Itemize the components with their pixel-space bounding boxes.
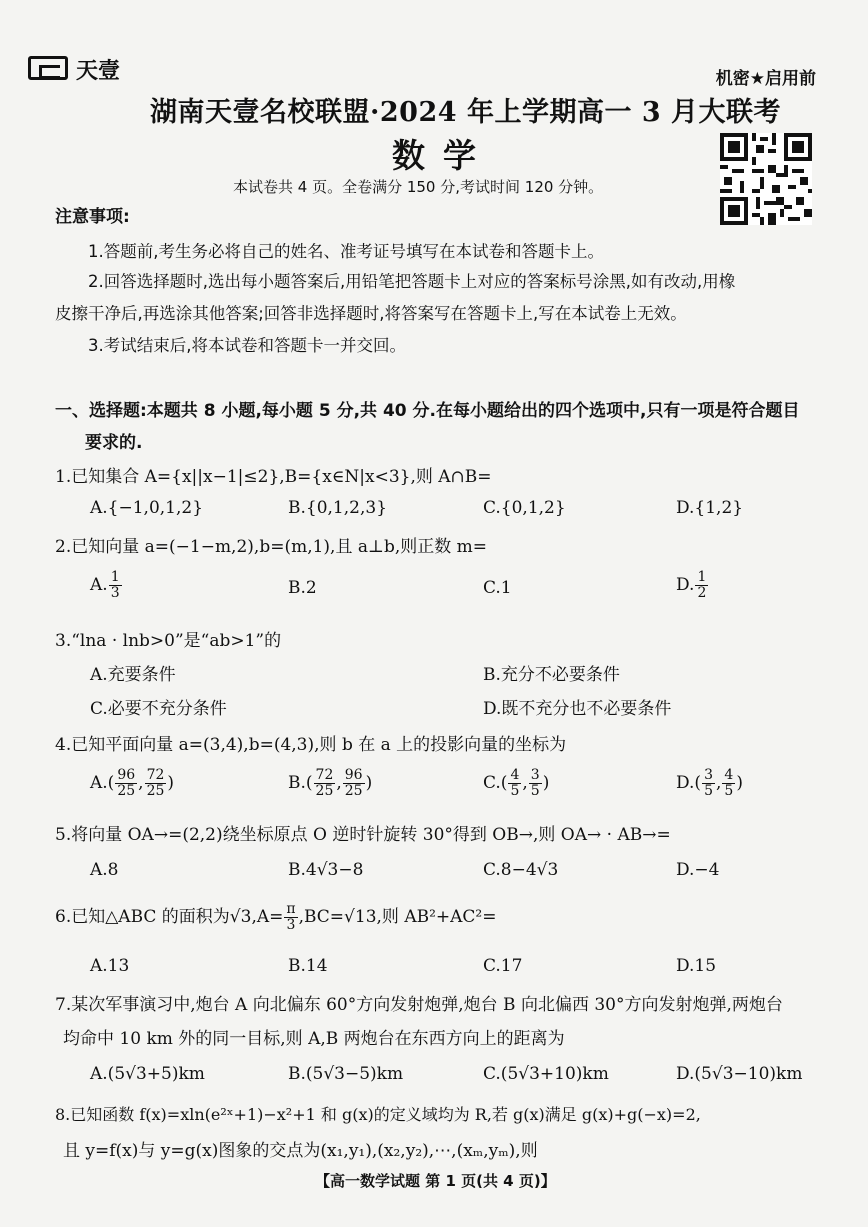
exam-title: 湖南天壹名校联盟·2024 年上学期高一 3 月大联考: [150, 97, 782, 128]
question-2-option-a: A. $\frac{1}{3}$: [90, 569, 120, 601]
question-6-option-b: B.14: [288, 956, 328, 976]
section-heading: 一、选择题:本题共 8 小题,每小题 5 分,共 40 分.在每小题给出的四个选项中,只有一项是符合题目: [55, 401, 800, 421]
question-3-option-c: C.必要不充分条件: [90, 699, 227, 719]
question-2-option-b: B.2: [288, 578, 317, 598]
question-8-stem-cont: 且 y=f(x)与 y=g(x)图象的交点为(x₁,y₁),(x₂,y₂),⋯,(xₘ,yₘ),则: [63, 1141, 538, 1161]
question-7-option-d: D.(5√3−10)km: [676, 1064, 803, 1084]
question-7-option-b: B.(5√3−5)km: [288, 1064, 404, 1084]
question-7-option-c: C.(5√3+10)km: [483, 1064, 609, 1084]
confidential-label: 机密★启用前: [715, 69, 816, 89]
question-5-stem: 5.将向量 OA→=(2,2)绕坐标原点 O 逆时针旋转 30°得到 OB→,则 OA→ · AB→=: [55, 825, 671, 845]
question-5-option-b: B.4√3−8: [288, 860, 364, 880]
question-3-option-d: D.既不充分也不必要条件: [483, 699, 672, 719]
question-2-option-d: D. $\frac{1}{2}$: [676, 569, 707, 601]
question-6-stem: 6.已知△ABC 的面积为√3,A= $\frac{\pi}{3}$ ,BC=√13,则 AB²+AC²=: [55, 901, 497, 933]
question-7-option-a: A.(5√3+5)km: [90, 1064, 205, 1084]
question-5-option-a: A.8: [90, 860, 119, 880]
logo-text: 天壹: [76, 59, 121, 84]
question-8-stem: 8.已知函数 f(x)=xln(e²ˣ+1)−x²+1 和 g(x)的定义域均为 R,若 g(x)满足 g(x)+g(−x)=2,: [55, 1105, 701, 1124]
page-footer: 【高一数学试题 第 1 页(共 4 页)】: [315, 1172, 556, 1190]
question-7-stem-cont: 均命中 10 km 外的同一目标,则 A,B 两炮台在东西方向上的距离为: [63, 1029, 565, 1049]
question-5-option-c: C.8−4√3: [483, 860, 559, 880]
notice-item-2-cont: 皮擦干净后,再选涂其他答案;回答非选择题时,将答案写在答题卡上,写在本试卷上无效。: [55, 304, 687, 323]
question-5-option-d: D.−4: [676, 860, 720, 880]
question-1-option-c: C.{0,1,2}: [483, 498, 566, 518]
notice-item-2: 2.回答选择题时,选出每小题答案后,用铅笔把答题卡上对应的答案标号涂黑,如有改动,用橡: [88, 272, 736, 291]
question-1-stem: 1.已知集合 A={x||x−1|≤2},B={x∈N|x<3},则 A∩B=: [55, 467, 492, 487]
question-6-option-d: D.15: [676, 956, 717, 976]
question-1-option-b: B.{0,1,2,3}: [288, 498, 388, 518]
question-3-option-b: B.充分不必要条件: [483, 665, 620, 685]
subject-title: 数学: [392, 136, 494, 175]
notice-item-1: 1.答题前,考生务必将自己的姓名、准考证号填写在本试卷和答题卡上。: [88, 242, 604, 261]
question-3-stem: 3.“lna · lnb>0”是“ab>1”的: [55, 631, 282, 651]
notice-item-3: 3.考试结束后,将本试卷和答题卡一并交回。: [88, 336, 406, 355]
notice-heading: 注意事项:: [55, 207, 130, 227]
question-3-option-a: A.充要条件: [90, 665, 176, 685]
question-2-stem: 2.已知向量 a=(−1−m,2),b=(m,1),且 a⊥b,则正数 m=: [55, 537, 488, 557]
question-4-option-b: B.( $\frac{72}{25}$ , $\frac{96}{25}$ ): [288, 767, 373, 799]
qr-code: [720, 133, 812, 225]
question-4-option-c: C.( $\frac{4}{5}$ , $\frac{3}{5}$ ): [483, 767, 550, 799]
section-heading-cont: 要求的.: [85, 433, 143, 453]
exam-info: 本试卷共 4 页。全卷满分 150 分,考试时间 120 分钟。: [233, 178, 604, 196]
question-2-option-c: C.1: [483, 578, 512, 598]
question-4-option-d: D.( $\frac{3}{5}$ , $\frac{4}{5}$ ): [676, 767, 743, 799]
question-4-stem: 4.已知平面向量 a=(3,4),b=(4,3),则 b 在 a 上的投影向量的坐标为: [55, 735, 567, 755]
question-1-option-a: A.{−1,0,1,2}: [90, 498, 204, 518]
question-6-option-a: A.13: [90, 956, 130, 976]
question-7-stem: 7.某次军事演习中,炮台 A 向北偏东 60°方向发射炮弹,炮台 B 向北偏西 30°方向发射炮弹,两炮台: [55, 995, 783, 1015]
question-4-option-a: A.( $\frac{96}{25}$ , $\frac{72}{25}$ ): [90, 767, 175, 799]
question-1-option-d: D.{1,2}: [676, 498, 744, 518]
question-6-option-c: C.17: [483, 956, 523, 976]
publisher-logo: [28, 56, 132, 82]
logo-mark-icon: [28, 56, 68, 80]
